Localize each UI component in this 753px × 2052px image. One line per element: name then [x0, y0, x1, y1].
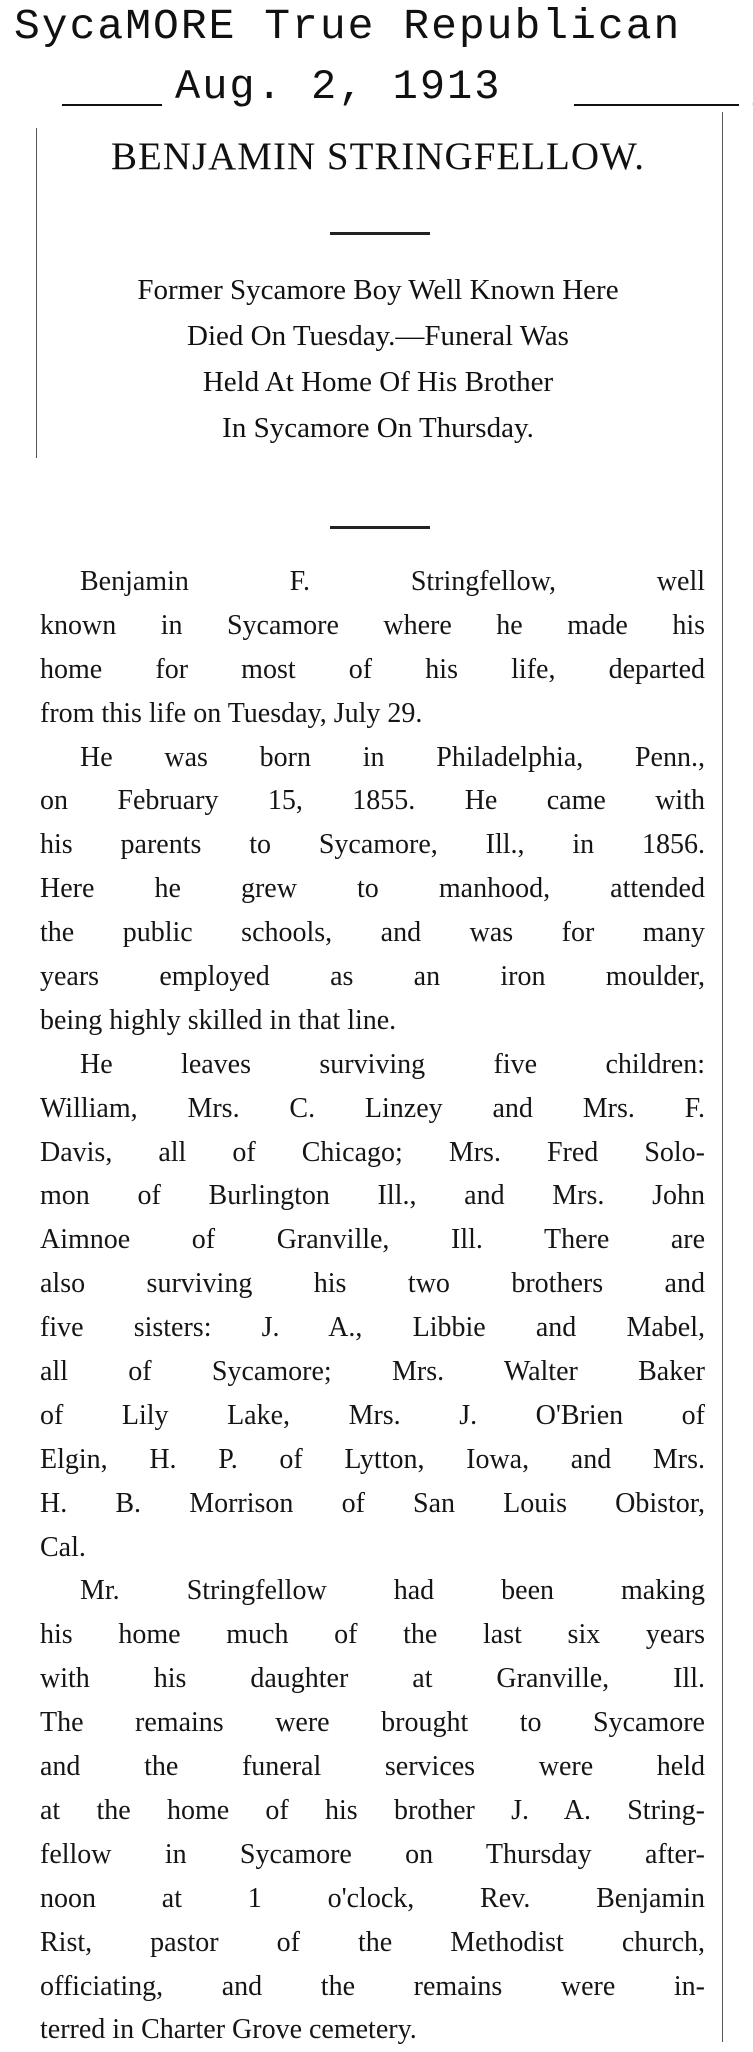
subhead-line: Former Sycamore Boy Well Known Here	[137, 274, 619, 306]
dateline-rule-left	[62, 104, 162, 106]
body-line: Rist, pastor of the Methodist church,	[40, 1926, 705, 1958]
body-line: years employed as an iron moulder,	[40, 961, 705, 993]
body-line: and the funeral services were held	[40, 1751, 705, 1783]
article-body	[40, 560, 705, 2052]
newspaper-title: SycaMORE True Republican	[14, 2, 682, 51]
body-line: Davis, all of Chicago; Mrs. Fred Solo-	[40, 1136, 705, 1168]
body-line: with his daughter at Granville, Ill.	[40, 1663, 705, 1695]
body-line: He leaves surviving five children:	[80, 1048, 705, 1080]
publication-date: Aug. 2, 1913	[175, 63, 502, 111]
body-line: He was born in Philadelphia, Penn.,	[80, 741, 705, 773]
body-line: at the home of his brother J. A. String-	[40, 1794, 705, 1826]
subhead-line: In Sycamore On Thursday.	[222, 412, 534, 444]
body-line: of Lily Lake, Mrs. J. O'Brien of	[40, 1399, 705, 1431]
subhead-divider	[330, 526, 430, 529]
body-line: terred in Charter Grove cemetery.	[40, 2014, 417, 2046]
body-line: home for most of his life, departed	[40, 653, 705, 685]
body-line: his parents to Sycamore, Ill., in 1856.	[40, 829, 705, 861]
body-line: Mr. Stringfellow had been making	[80, 1575, 705, 1607]
body-line: known in Sycamore where he made his	[40, 609, 705, 641]
body-line: mon of Burlington Ill., and Mrs. John	[40, 1180, 705, 1212]
body-line: H. B. Morrison of San Louis Obistor,	[40, 1487, 705, 1519]
body-line: The remains were brought to Sycamore	[40, 1707, 705, 1739]
body-line: William, Mrs. C. Linzey and Mrs. F.	[40, 1092, 705, 1124]
body-line: on February 15, 1855. He came with	[40, 785, 705, 817]
subhead-line: Died On Tuesday.—Funeral Was	[187, 320, 569, 352]
body-line: the public schools, and was for many	[40, 917, 705, 949]
body-line: Cal.	[40, 1531, 86, 1563]
dateline	[62, 60, 742, 116]
body-line: Benjamin F. Stringfellow, well	[80, 566, 705, 597]
article-subhead	[38, 267, 718, 451]
body-line: Aimnoe of Granville, Ill. There are	[40, 1224, 705, 1256]
body-line: all of Sycamore; Mrs. Walter Baker	[40, 1356, 705, 1388]
body-line: also surviving his two brothers and	[40, 1268, 705, 1300]
headline-divider	[330, 232, 430, 235]
body-line: Elgin, H. P. of Lytton, Iowa, and Mrs.	[40, 1443, 705, 1475]
body-line: from this life on Tuesday, July 29.	[40, 697, 423, 729]
article-headline: BENJAMIN STRINGFELLOW.	[110, 135, 646, 178]
body-line: five sisters: J. A., Libbie and Mabel,	[40, 1312, 705, 1344]
clipping-edge-right	[722, 112, 723, 2042]
body-line: officiating, and the remains were in-	[40, 1970, 705, 2002]
body-line: Here he grew to manhood, attended	[40, 873, 705, 905]
body-line: noon at 1 o'clock, Rev. Benjamin	[40, 1882, 705, 1914]
subhead-line: Held At Home Of His Brother	[202, 366, 554, 398]
dateline-rule-right	[574, 104, 739, 106]
body-line: fellow in Sycamore on Thursday after-	[40, 1838, 705, 1870]
body-line: being highly skilled in that line.	[40, 1004, 397, 1036]
clipping-edge-left	[36, 128, 37, 458]
body-line: his home much of the last six years	[40, 1619, 705, 1651]
